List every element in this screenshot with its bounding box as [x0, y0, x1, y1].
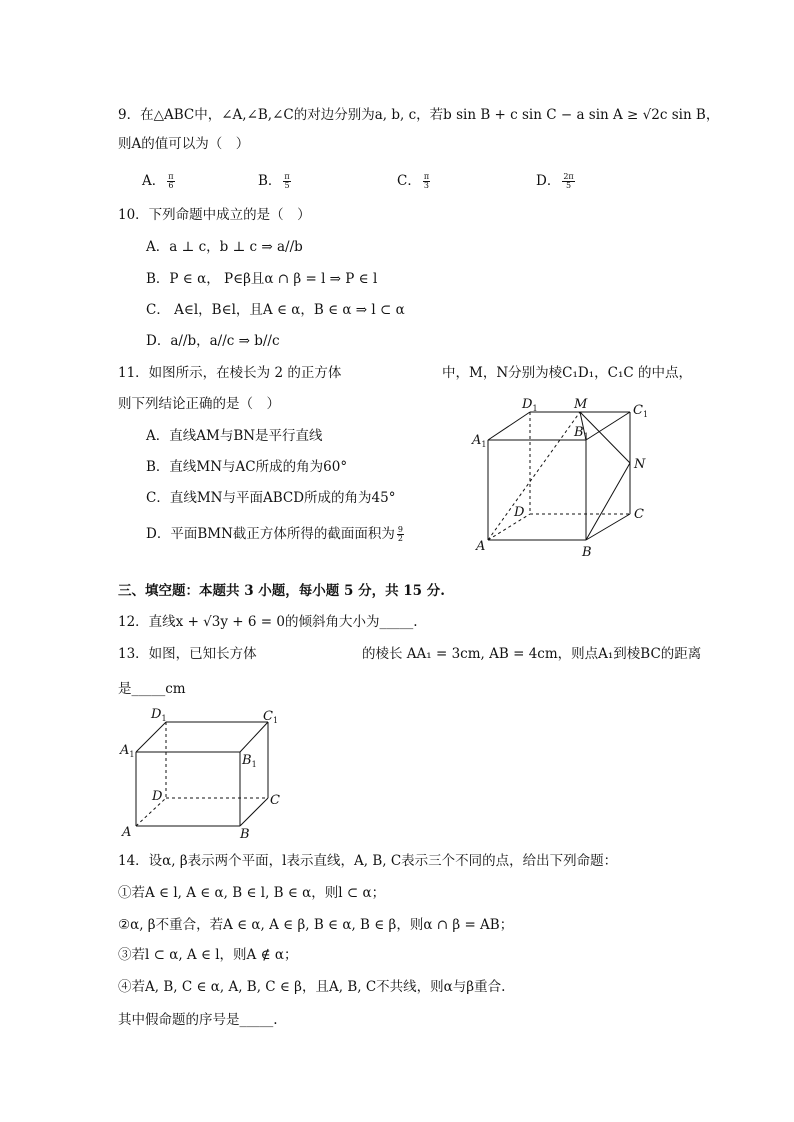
q9-option-c: C． $\frac{\pi}{3}$ — [397, 172, 430, 190]
label-a: A — [476, 539, 486, 554]
q9-option-d: D． $\frac{2\pi}{5}$ — [536, 172, 574, 190]
label-n: N — [634, 457, 646, 472]
q13-stem-left: 13．如图，已知长方体 — [118, 646, 257, 662]
label-d1: $D_1$ — [522, 397, 538, 413]
label-a1: $A_1$ — [472, 433, 487, 449]
q10-stem: 10．下列命题中成立的是（ ） — [118, 207, 311, 223]
label-c: C — [270, 793, 280, 808]
q14-proposition-4: ④若A, B, C ∈ α, A, B, C ∈ β，且A, B, C不共线，则α与β重合. — [118, 979, 506, 995]
q14-question: 其中假命题的序号是_____. — [118, 1012, 278, 1028]
q11-option-a: A．直线AM与BN是平行直线 — [146, 428, 323, 444]
label-d: D — [152, 789, 163, 804]
label-a1: $A_1$ — [120, 743, 135, 759]
q14-proposition-2: ②α, β不重合，若A ∈ α, A ∈ β, B ∈ α, B ∈ β，则α ∩ β = AB； — [118, 917, 514, 933]
q14-proposition-3: ③若l ⊂ α, A ∈ l，则A ∉ α； — [118, 947, 298, 963]
q9-option-b: B． $\frac{\pi}{5}$ — [258, 172, 290, 190]
label-b: B — [240, 827, 250, 842]
q9-stem: 9．在△ABC中，∠A,∠B,∠C的对边分别为a, b, c，若b sin B + c sin C − a sin A ≥ √2c sin B， — [118, 107, 720, 123]
label-b: B — [582, 545, 592, 560]
q10-option-b: B．P ∈ α， P∈β且α ∩ β = l ⇒ P ∈ l — [146, 271, 378, 287]
q14-proposition-1: ①若A ∈ l, A ∈ α, B ∈ l, B ∈ α，则l ⊂ α； — [118, 885, 386, 901]
q10-option-a: A．a ⊥ c，b ⊥ c ⇒ a//b — [146, 239, 303, 255]
q11-option-c: C．直线MN与平面ABCD所成的角为45° — [146, 490, 396, 506]
q10-option-c: C． A∈l，B∈l，且A ∈ α，B ∈ α ⇒ l ⊂ α — [146, 302, 405, 318]
q11-stem-right: 中，M，N分别为棱C₁D₁，C₁C 的中点， — [442, 365, 692, 381]
label-d1: $D_1$ — [151, 707, 167, 723]
q14-stem: 14．设α, β表示两个平面，l表示直线，A, B, C表示三个不同的点，给出下列命题： — [118, 853, 618, 869]
label-b1: $B_1$ — [242, 753, 257, 769]
label-d: D — [514, 505, 525, 520]
q11-stem-left: 11．如图所示，在棱长为 2 的正方体 — [118, 365, 342, 381]
q13-stem-line2: 是_____cm — [118, 681, 186, 697]
q11-option-b: B．直线MN与AC所成的角为60° — [146, 459, 348, 475]
q13-stem-right: 的棱长 AA₁ = 3cm, AB = 4cm，则点A₁到棱BC的距离 — [362, 646, 702, 662]
section-3-title: 三、填空题：本题共 3 小题，每小题 5 分，共 15 分. — [118, 583, 445, 599]
q12-text: 12．直线x + √3y + 6 = 0的倾斜角大小为_____. — [118, 614, 418, 630]
q13-box-figure — [118, 702, 293, 842]
q9-stem-line2: 则A的值可以为（ ） — [118, 136, 250, 152]
q11-cube-figure — [470, 392, 660, 562]
q9-option-a: A． $\frac{\pi}{6}$ — [142, 172, 174, 190]
label-c1: $C_1$ — [633, 403, 649, 419]
label-a: A — [122, 825, 132, 840]
label-c: C — [634, 507, 644, 522]
q11-option-d: D．平面BMN截正方体所得的截面面积为 $\frac{9}{2}$ — [146, 525, 403, 543]
q11-stem-line2: 则下列结论正确的是（ ） — [118, 396, 280, 412]
label-b1: $B_1$ — [574, 425, 589, 441]
label-c1: $C_1$ — [263, 709, 279, 725]
label-m: M — [574, 397, 588, 412]
q10-option-d: D．a//b，a//c ⇒ b//c — [146, 333, 280, 349]
